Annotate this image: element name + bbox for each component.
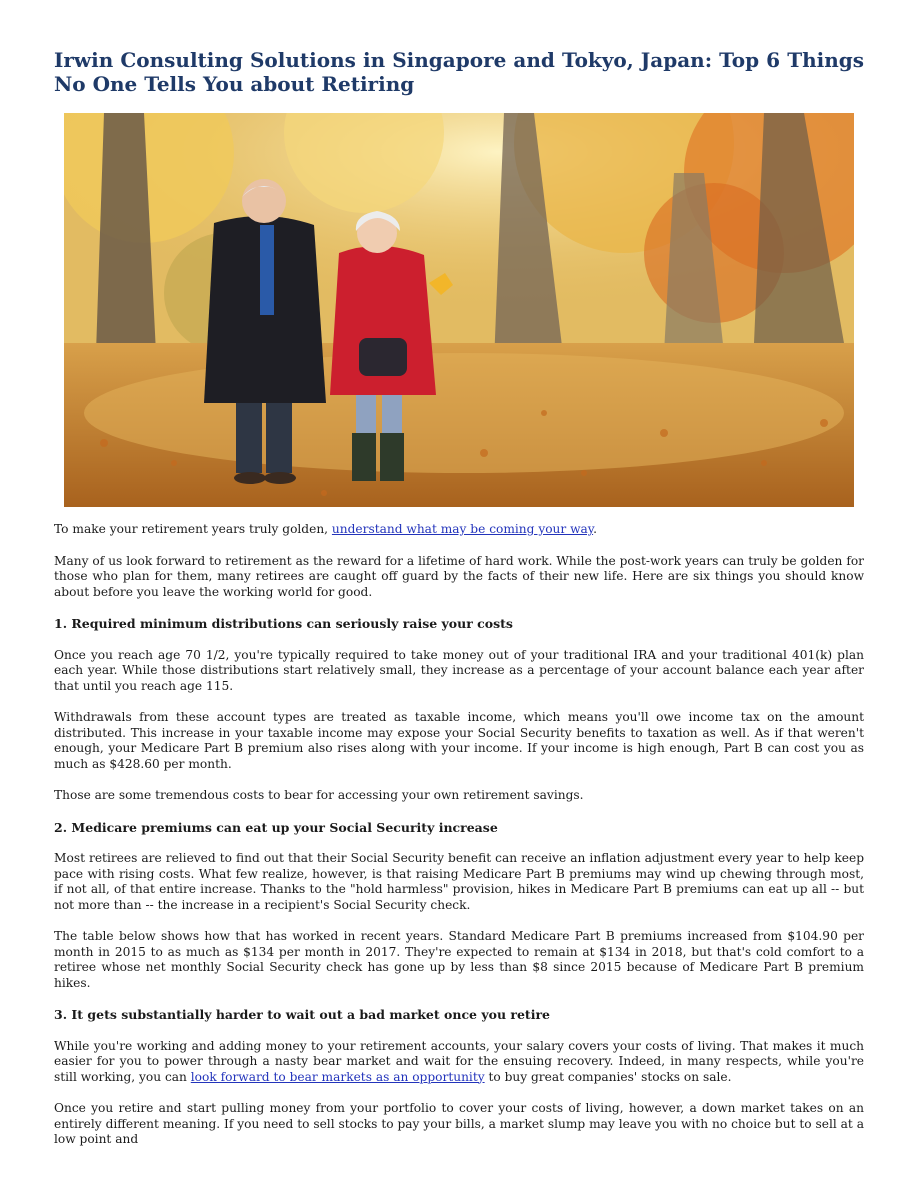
intro-end: .: [593, 522, 597, 536]
retired-couple-photo: [64, 113, 854, 507]
intro-text: To make your retirement years truly golden,: [54, 522, 329, 536]
section-1-paragraph-1: Once you reach age 70 1/2, you're typically required to take money out of your traditional IRA and your traditional 401(k) plan each year. While those distributions start relatively small, they increase as a percentage of your account balance each year after that until you reach age 115.: [54, 647, 864, 693]
section-3-paragraph-1: [54, 1039, 864, 1086]
understand-coming-your-way-link[interactable]: understand what may be coming your way: [331, 522, 594, 536]
section-2-heading: 2. Medicare premiums can eat up your Social Security increase: [54, 819, 498, 835]
document-page: [54, 48, 864, 1148]
section-3-paragraph-2: Once you retire and start pulling money from your portfolio to cover your costs of living, however, a down market takes on an entirely different meaning. If you need to sell stocks to pay your bills, a market slump may leave you with no choice but to sell at a low point and: [54, 1101, 864, 1146]
intro-paragraph: [54, 522, 864, 538]
section-3-heading: 3. It gets substantially harder to wait out a bad market once you retire: [54, 1007, 550, 1022]
section-2-paragraph-1: Most retirees are relieved to find out that their Social Security benefit can receive an inflation adjustment every year to help keep pace with rising costs. What few realize, however, is that raising Medicare Part B premiums may wind up chewing through most, if not all, of that entire increase. Thanks to the "hold harmless" provision, hikes in Medicare Part B premiums can eat up all -- but not more than -- the increase in a recipient's Social Security check.: [54, 851, 864, 912]
section-2-paragraph-2: The table below shows how that has worked in recent years. Standard Medicare Part B premiums increased from $104.90 per month in 2015 to as much as $134 per month in 2017. They're expected to remain at $134 in 2018, but that's cold comfort to a retiree whose net monthly Social Security check has gone up by less than $8 since 2015 because of Medicare Part B premium hikes.: [54, 929, 864, 990]
page-title: Irwin Consulting Solutions in Singapore and Tokyo, Japan: Top 6 Things No One Tells You about Retiring: [54, 48, 864, 96]
autumn-park-illustration: [64, 113, 854, 507]
section-1-heading: 1. Required minimum distributions can seriously raise your costs: [54, 616, 513, 631]
section-3-text-b: to buy great companies' stocks on sale.: [488, 1069, 732, 1084]
section-1-paragraph-2: Withdrawals from these account types are treated as taxable income, which means you'll owe income tax on the amount distributed. This increase in your taxable income may expose your Social Security benefits to taxation as well. As if that weren't enough, your Medicare Part B premium also rises along with your income. If your income is high enough, Part B can cost you as much as $428.60 per month.: [54, 710, 864, 771]
opening-paragraph: Many of us look forward to retirement as the reward for a lifetime of hard work. While the post-work years can truly be golden for those who plan for them, many retirees are caught off guard by the facts of their new life. Here are six things you should know about before you leave the working world for good.: [54, 553, 864, 599]
bear-markets-opportunity-link[interactable]: look forward to bear markets as an opportunity: [190, 1069, 485, 1084]
section-1-paragraph-3: Those are some tremendous costs to bear for accessing your own retirement savings.: [54, 788, 584, 802]
section-3-text-a: While you're working and adding money to your retirement accounts, your salary covers your costs of living. That makes it much easier for you to power through a nasty bear market and wait for the ensuing recovery. Indeed, in many respects, while you're still working, you can: [54, 1038, 864, 1084]
